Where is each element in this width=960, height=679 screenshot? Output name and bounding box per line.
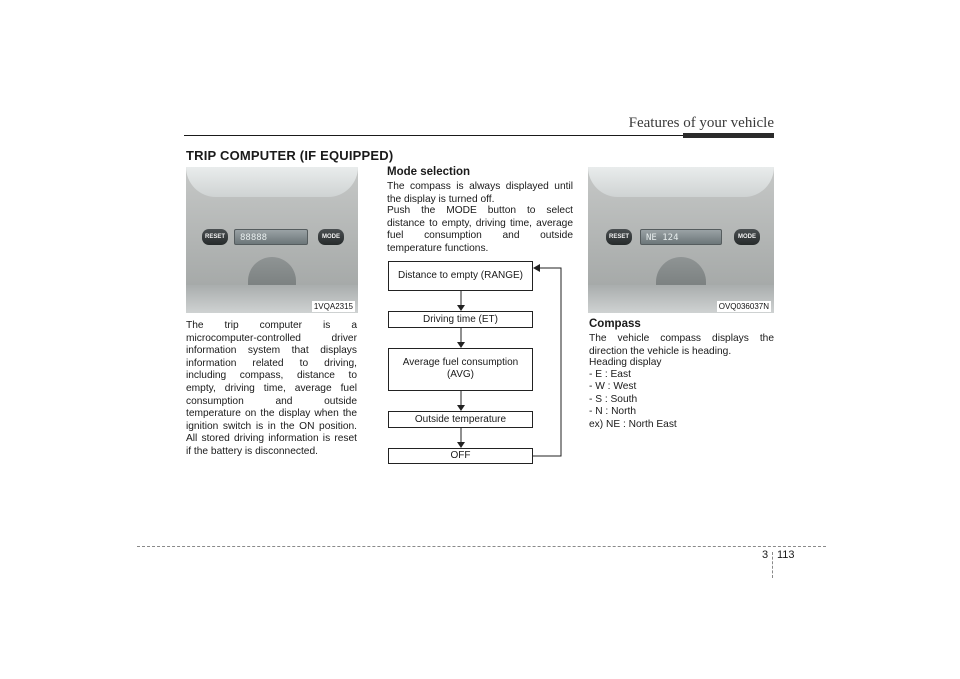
flow-step-avg-label: Average fuel consumption [402, 357, 519, 368]
flow-step-range-label: Distance to empty (RANGE) [397, 270, 524, 281]
flow-step-off-label: OFF [450, 450, 471, 461]
heading-display-label: Heading display [589, 357, 662, 368]
intro-paragraph: The trip computer is a microcomputer-controlled driver information system that displays information related to driving, including compass, distance to empty, driving time, average fuel consumption and outside temperature on the display when the ignition switch is in the ON position. All stored driving information is reset if the battery is disconnected. [186, 320, 357, 457]
reset-button-image: RESET [202, 229, 228, 245]
footer-rule [137, 546, 826, 547]
trip-computer-photo [186, 167, 358, 313]
running-header: Features of your vehicle [628, 115, 774, 131]
heading-item-west: - W : West [589, 381, 637, 392]
chapter-number: 3 [762, 549, 769, 561]
photo-code: OVQ036037N [718, 302, 769, 311]
compass-p1: The vehicle compass displays the direction the vehicle is heading. [589, 333, 774, 357]
flow-loop-arrowhead [533, 264, 540, 272]
mode-selection-p2: Push the MODE button to select distance to empty, driving time, average fuel consumption and outside temperature functions. [387, 205, 573, 254]
page-number: 113 [777, 549, 795, 561]
heading-example: ex) NE : North East [589, 419, 677, 430]
mode-button-image: MODE [318, 229, 344, 245]
compass-photo [588, 167, 774, 313]
flow-arrowhead-1 [457, 305, 465, 311]
flow-arrows [380, 255, 580, 470]
flow-step-et-label: Driving time (ET) [422, 314, 498, 325]
flow-arrowhead-3 [457, 405, 465, 411]
mode-selection-title: Mode selection [387, 166, 471, 178]
heading-item-south: - S : South [589, 394, 638, 405]
flow-loop-line [533, 268, 561, 456]
flow-step-avg-sub: (AVG) [446, 369, 475, 380]
compass-display-image: NE 124 [640, 229, 722, 245]
reset-button-image: RESET [606, 229, 632, 245]
flow-arrowhead-2 [457, 342, 465, 348]
photo-code: 1VQA2315 [313, 302, 353, 311]
footer-divider [772, 552, 773, 578]
mode-button-image: MODE [734, 229, 760, 245]
heading-item-north: - N : North [589, 406, 636, 417]
photo-trim [186, 167, 358, 197]
trip-display-image: 88888 [234, 229, 308, 245]
photo-trim [588, 167, 774, 197]
flow-step-temp-label: Outside temperature [414, 414, 507, 425]
compass-title: Compass [589, 318, 641, 330]
mode-selection-p1: The compass is always displayed until the display is turned off. [387, 181, 573, 205]
heading-item-east: - E : East [589, 369, 631, 380]
flow-arrowhead-4 [457, 442, 465, 448]
header-tab-bar [683, 133, 774, 138]
section-title: TRIP COMPUTER (IF EQUIPPED) [186, 148, 394, 163]
